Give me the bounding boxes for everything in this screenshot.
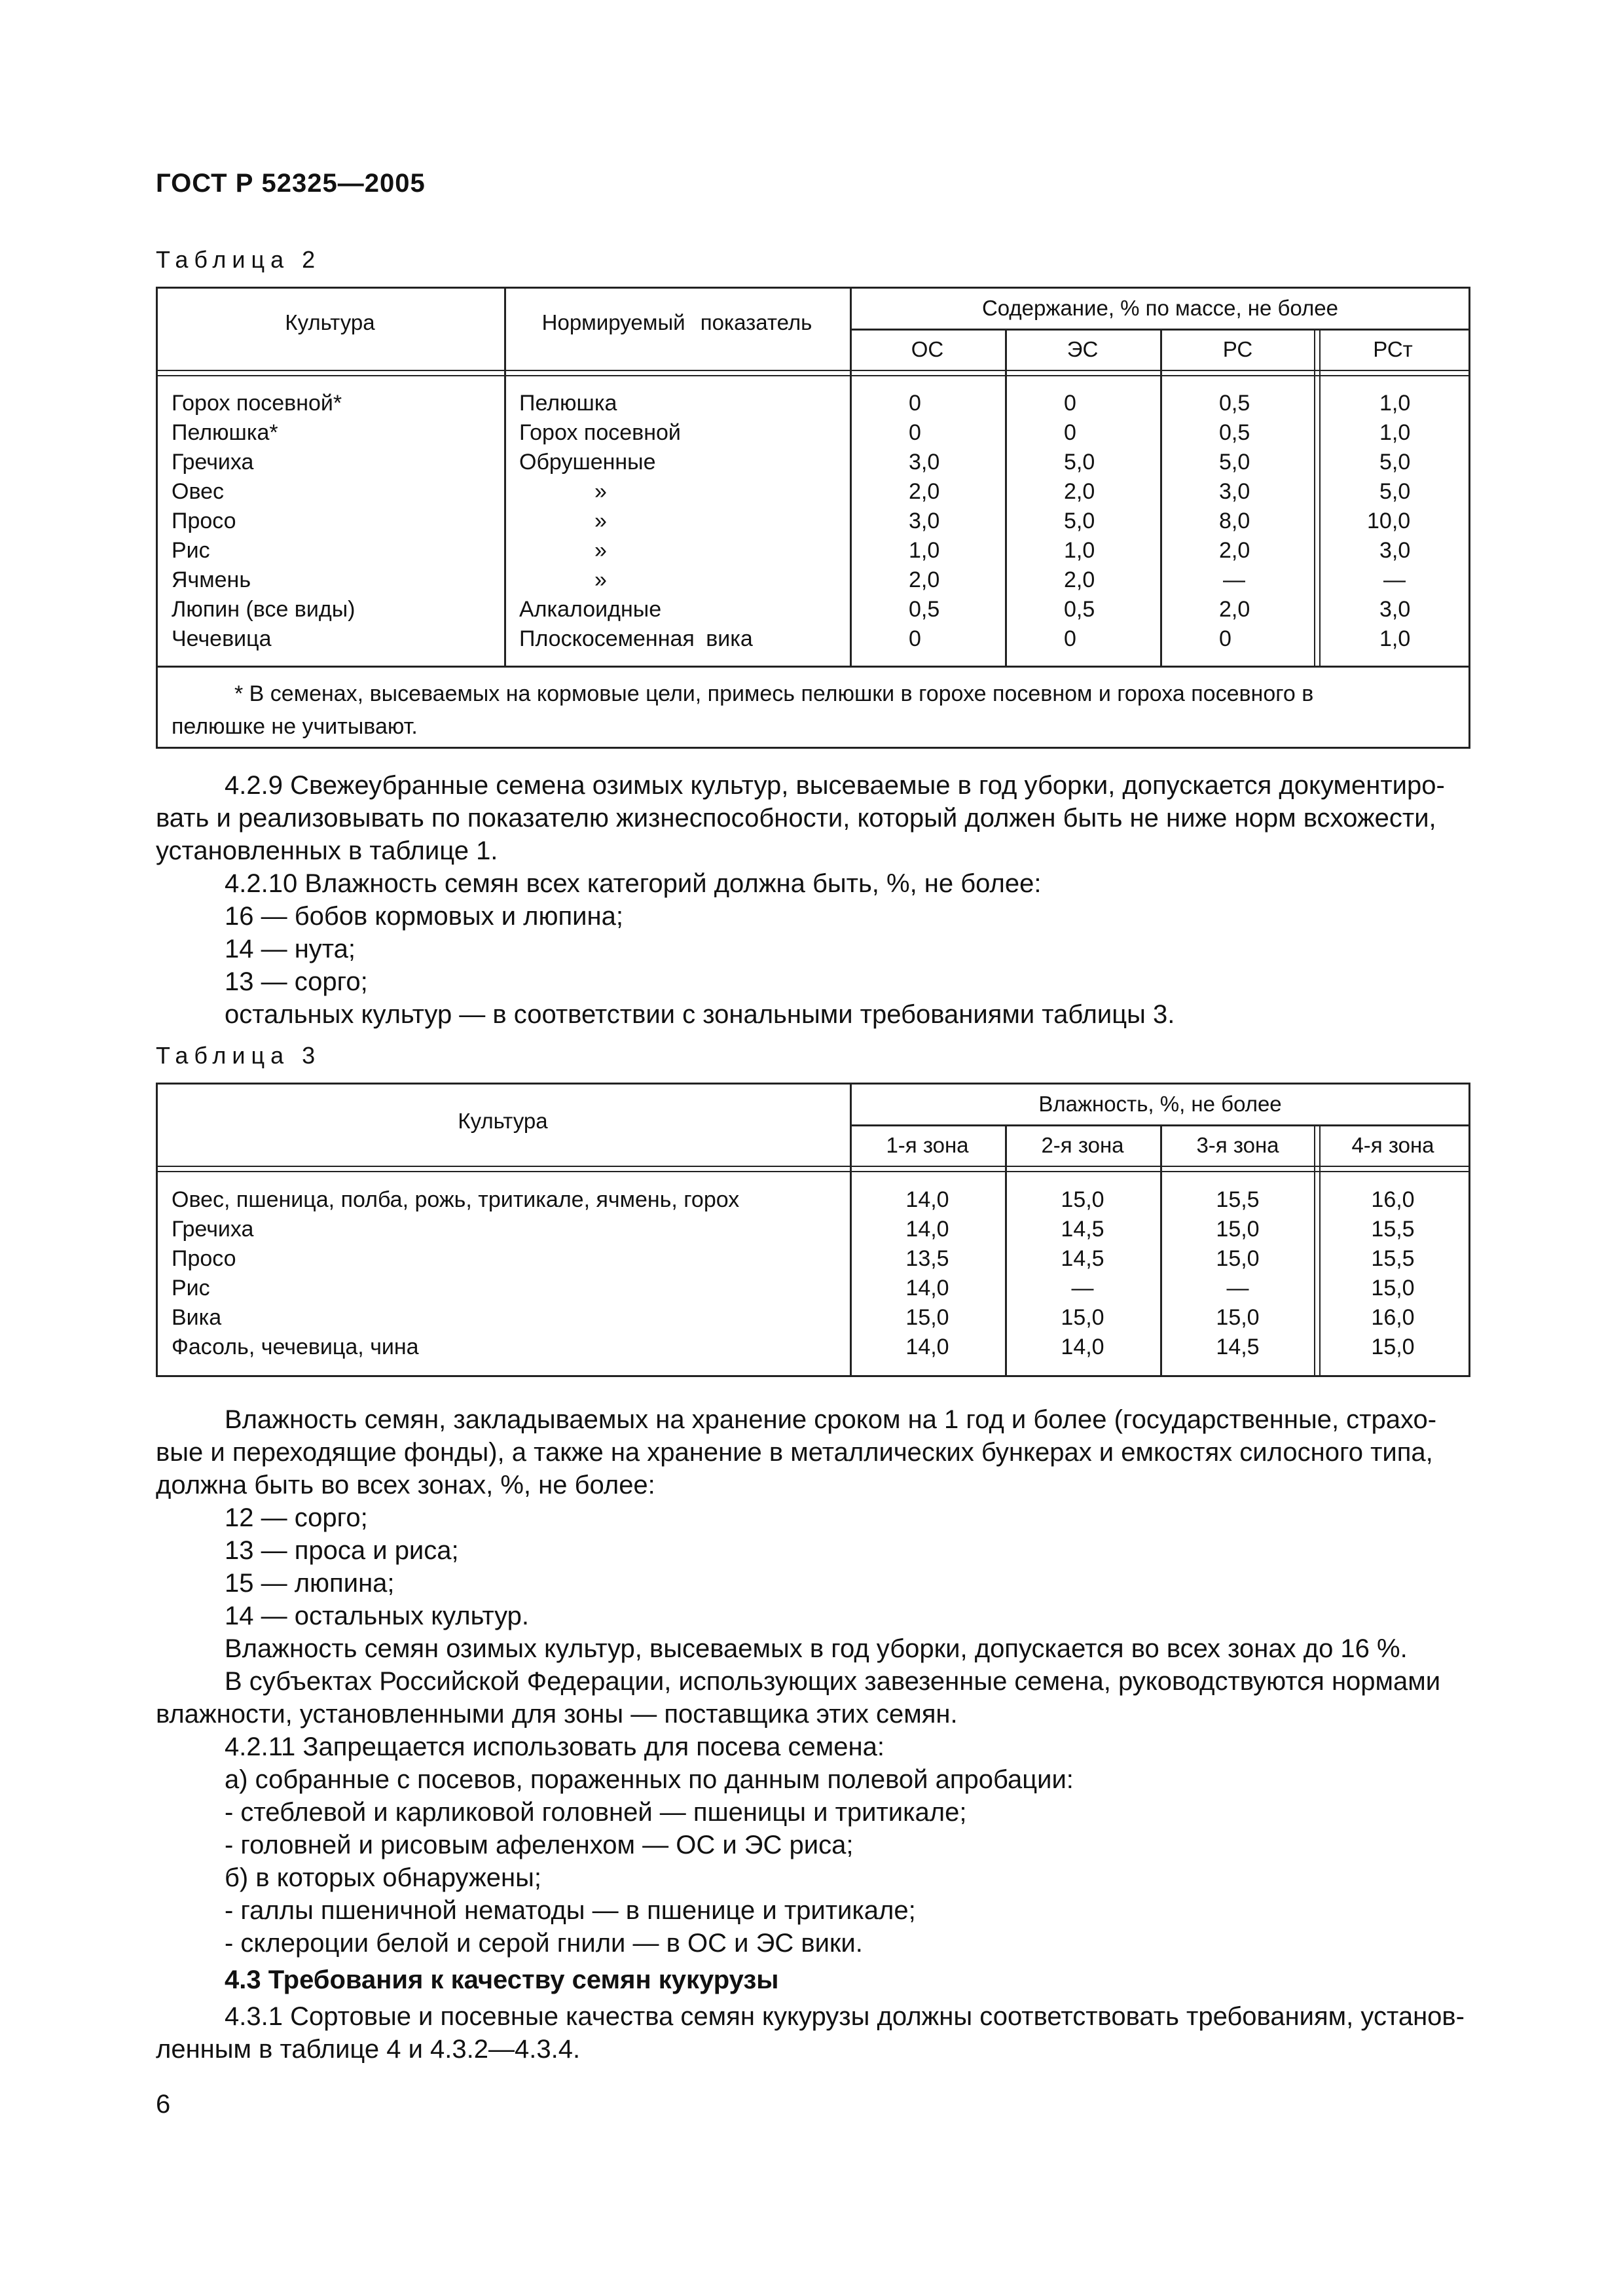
- table2-cell-indicator: Пелюшка: [519, 391, 617, 416]
- table3-cell-zone4: 16,0: [1371, 1305, 1415, 1330]
- table3-cell-zone2: 14,0: [1061, 1335, 1104, 1359]
- table3-cell-zone4: 15,0: [1371, 1276, 1415, 1300]
- table3-header-zone1: 1-я зона: [886, 1133, 969, 1157]
- table2-cell-es: 1,0: [1064, 538, 1095, 563]
- table3-cell-culture: Вика: [172, 1305, 222, 1330]
- table2-cell-rs: —: [1223, 567, 1245, 592]
- paragraph-text: - склероции белой и серой гнили — в ОС и ЭС вики.: [225, 1929, 863, 1958]
- table2-cell-culture: Пелюшка*: [172, 420, 278, 445]
- table2-cell-es: 2,0: [1064, 479, 1095, 504]
- table2-header-rs: РС: [1222, 337, 1253, 361]
- table3-cell-zone3: 15,5: [1216, 1187, 1260, 1212]
- table2-cell-rs: 0: [1219, 626, 1231, 651]
- table3-cell-zone4: 15,5: [1371, 1246, 1415, 1271]
- table2-col-divider: [1160, 329, 1162, 666]
- table2-cell-es: 5,0: [1064, 509, 1095, 533]
- paragraph-text: вые и переходящие фонды), а также на хранение в металлических бункерах и емкостях силосного типа,: [156, 1438, 1433, 1467]
- table2-cell-indicator: »: [594, 567, 607, 592]
- paragraph-text: 13 — проса и риса;: [225, 1536, 459, 1565]
- table3-cell-culture: Овес, пшеница, полба, рожь, тритикале, ячмень, горох: [172, 1187, 740, 1212]
- table3-cell-zone1: 14,0: [905, 1187, 949, 1212]
- table2-cell-indicator: Плоскосеменная вика: [519, 626, 753, 651]
- table2-cell-es: 0: [1064, 391, 1076, 416]
- table2-caption: Таблица 2: [156, 246, 321, 273]
- document-header: ГОСТ Р 52325—2005: [156, 169, 426, 198]
- paragraph-text: 4.2.10 Влажность семян всех категорий должна быть, %, не более:: [225, 869, 1042, 898]
- table3-cell-zone2: 15,0: [1061, 1305, 1104, 1330]
- table2-footnote-divider: [156, 666, 1470, 668]
- table3-cell-zone1: 14,0: [905, 1217, 949, 1242]
- table2-cell-rst: 5,0: [1379, 479, 1411, 504]
- table3-cell-zone2: 14,5: [1061, 1217, 1104, 1242]
- table2-header-os: ОС: [911, 337, 944, 361]
- paragraph-text: вать и реализовывать по показателю жизнеспособности, который должен быть не ниже норм всхожести,: [156, 804, 1436, 833]
- table2-cell-indicator: »: [594, 538, 607, 563]
- table2-header-es: ЭС: [1067, 337, 1099, 361]
- paragraph-text: а) собранные с посевов, пораженных по данным полевой апробации:: [225, 1765, 1074, 1794]
- table3-cell-zone3: —: [1226, 1276, 1249, 1300]
- table2-header-indicator: Нормируемый показатель: [541, 310, 812, 334]
- paragraph-text: остальных культур — в соответствии с зональными требованиями таблицы 3.: [225, 1000, 1175, 1029]
- page-number: 6: [156, 2090, 171, 2119]
- table2-col-divider: [1005, 329, 1007, 666]
- paragraph-text: 15 — люпина;: [225, 1569, 395, 1598]
- table2-col-divider: [1314, 329, 1321, 666]
- table2-cell-rs: 2,0: [1219, 597, 1250, 622]
- table3-cell-zone3: 14,5: [1216, 1335, 1260, 1359]
- table3-header-group: Влажность, %, не более: [1038, 1092, 1282, 1116]
- table3-header-zone4: 4-я зона: [1351, 1133, 1434, 1157]
- table2-cell-culture: Горох посевной*: [172, 391, 342, 416]
- table2-header-culture: Культура: [285, 310, 375, 334]
- table2-header-rst: РСт: [1373, 337, 1413, 361]
- table2-cell-rst: 3,0: [1379, 538, 1411, 563]
- table2-cell-rs: 2,0: [1219, 538, 1250, 563]
- paragraph-text: Влажность семян, закладываемых на хранение сроком на 1 год и более (государственные, страхо-: [225, 1405, 1437, 1434]
- table3-cell-zone4: 15,5: [1371, 1217, 1415, 1242]
- table2-cell-os: 2,0: [909, 567, 940, 592]
- paragraph-text: 13 — сорго;: [225, 967, 368, 996]
- paragraph-text: 4.2.9 Свежеубранные семена озимых культур, высеваемые в год уборки, допускается документиро-: [225, 771, 1445, 800]
- table2-cell-indicator: »: [594, 509, 607, 533]
- table2-col-divider: [504, 287, 506, 666]
- table2-cell-os: 3,0: [909, 450, 940, 475]
- table2-cell-indicator: Обрушенные: [519, 450, 656, 475]
- table2-cell-os: 1,0: [909, 538, 940, 563]
- table3-cell-zone1: 15,0: [905, 1305, 949, 1330]
- table2-cell-culture: Рис: [172, 538, 210, 563]
- table2-cell-os: 0: [909, 626, 921, 651]
- table3-cell-zone2: 14,5: [1061, 1246, 1104, 1271]
- table3-cell-zone4: 16,0: [1371, 1187, 1415, 1212]
- table2-cell-rs: 5,0: [1219, 450, 1250, 475]
- table2-cell-os: 2,0: [909, 479, 940, 504]
- paragraph-text: 14 — нута;: [225, 935, 356, 963]
- table2-cell-culture: Овес: [172, 479, 225, 504]
- table2-cell-rs: 3,0: [1219, 479, 1250, 504]
- paragraph-text: установленных в таблице 1.: [156, 836, 498, 865]
- table2-cell-rst: 1,0: [1379, 626, 1411, 651]
- table2-cell-rst: 5,0: [1379, 450, 1411, 475]
- table2-cell-indicator: »: [594, 479, 607, 504]
- table3-cell-zone1: 13,5: [905, 1246, 949, 1271]
- table2-cell-rs: 0,5: [1219, 420, 1250, 445]
- table2-header-group: Содержание, % по массе, не более: [981, 296, 1339, 320]
- paragraph-text: - головней и рисовым афеленхом — ОС и ЭС риса;: [225, 1831, 854, 1859]
- table3-cell-zone3: 15,0: [1216, 1305, 1260, 1330]
- table2-cell-es: 0: [1064, 420, 1076, 445]
- table2-footnote: пелюшке не учитывают.: [172, 714, 418, 739]
- paragraph-text: 12 — сорго;: [225, 1503, 368, 1532]
- table3-cell-zone1: 14,0: [905, 1335, 949, 1359]
- table2-cell-culture: Ячмень: [172, 567, 251, 592]
- table3-cell-culture: Просо: [172, 1246, 236, 1271]
- table2-cell-os: 3,0: [909, 509, 940, 533]
- paragraph-text: 4.3.1 Сортовые и посевные качества семян кукурузы должны соответствовать требованиям, установ-: [225, 2002, 1465, 2031]
- table2-cell-es: 0,5: [1064, 597, 1095, 622]
- paragraph-text: Влажность семян озимых культур, высеваемых в год уборки, допускается во всех зонах до 16 %.: [225, 1634, 1408, 1663]
- table3-header-culture: Культура: [458, 1109, 548, 1133]
- table3-cell-zone3: 15,0: [1216, 1246, 1260, 1271]
- table3-header-divider: [156, 1166, 1470, 1172]
- table2-cell-rst: 1,0: [1379, 420, 1411, 445]
- paragraph-text: влажности, установленными для зоны — поставщика этих семян.: [156, 1700, 958, 1729]
- paragraph-text: ленным в таблице 4 и 4.3.2—4.3.4.: [156, 2035, 581, 2064]
- table2-cell-culture: Гречиха: [172, 450, 254, 475]
- table3-cell-culture: Фасоль, чечевица, чина: [172, 1335, 419, 1359]
- table2-cell-culture: Чечевица: [172, 626, 272, 651]
- table3-header-zone2: 2-я зона: [1041, 1133, 1124, 1157]
- table2-cell-os: 0: [909, 420, 921, 445]
- table3-cell-zone4: 15,0: [1371, 1335, 1415, 1359]
- table2-cell-rst: 10,0: [1367, 509, 1411, 533]
- table3-cell-culture: Рис: [172, 1276, 210, 1300]
- paragraph-text: В субъектах Российской Федерации, использующих завезенные семена, руководствуются нормами: [225, 1667, 1441, 1696]
- paragraph-text: - галлы пшеничной нематоды — в пшенице и тритикале;: [225, 1896, 916, 1925]
- table3-cell-zone2: 15,0: [1061, 1187, 1104, 1212]
- paragraph-text: 14 — остальных культур.: [225, 1602, 530, 1630]
- table2-cell-es: 0: [1064, 626, 1076, 651]
- table2-cell-rs: 0,5: [1219, 391, 1250, 416]
- table3-header-zone3: 3-я зона: [1196, 1133, 1279, 1157]
- table2-cell-os: 0: [909, 391, 921, 416]
- paragraph-text: 16 — бобов кормовых и люпина;: [225, 902, 623, 931]
- table2-cell-rst: 1,0: [1379, 391, 1411, 416]
- table2-header-divider: [156, 370, 1470, 376]
- table2-cell-culture: Просо: [172, 509, 236, 533]
- table3-caption: Таблица 3: [156, 1042, 321, 1069]
- table3-cell-zone3: 15,0: [1216, 1217, 1260, 1242]
- table2-cell-rs: 8,0: [1219, 509, 1250, 533]
- table3-cell-culture: Гречиха: [172, 1217, 254, 1242]
- table2-cell-indicator: Алкалоидные: [519, 597, 662, 622]
- table2-cell-es: 5,0: [1064, 450, 1095, 475]
- table2-footnote: * В семенах, высеваемых на кормовые цели, примесь пелюшки в горохе посевном и гороха посевного в: [234, 681, 1314, 706]
- paragraph-text: должна быть во всех зонах, %, не более:: [156, 1471, 655, 1499]
- section-heading: 4.3 Требования к качеству семян кукурузы: [225, 1965, 779, 1994]
- table2-cell-culture: Люпин (все виды): [172, 597, 356, 622]
- table2-cell-rst: —: [1383, 567, 1406, 592]
- table2-cell-es: 2,0: [1064, 567, 1095, 592]
- table2-cell-rst: 3,0: [1379, 597, 1411, 622]
- table3-cell-zone2: —: [1071, 1276, 1094, 1300]
- table2-cell-indicator: Горох посевной: [519, 420, 681, 445]
- paragraph-text: - стеблевой и карликовой головней — пшеницы и тритикале;: [225, 1798, 967, 1827]
- table2-cell-os: 0,5: [909, 597, 940, 622]
- table3-cell-zone1: 14,0: [905, 1276, 949, 1300]
- paragraph-text: б) в которых обнаружены;: [225, 1863, 541, 1892]
- paragraph-text: 4.2.11 Запрещается использовать для посева семена:: [225, 1732, 884, 1761]
